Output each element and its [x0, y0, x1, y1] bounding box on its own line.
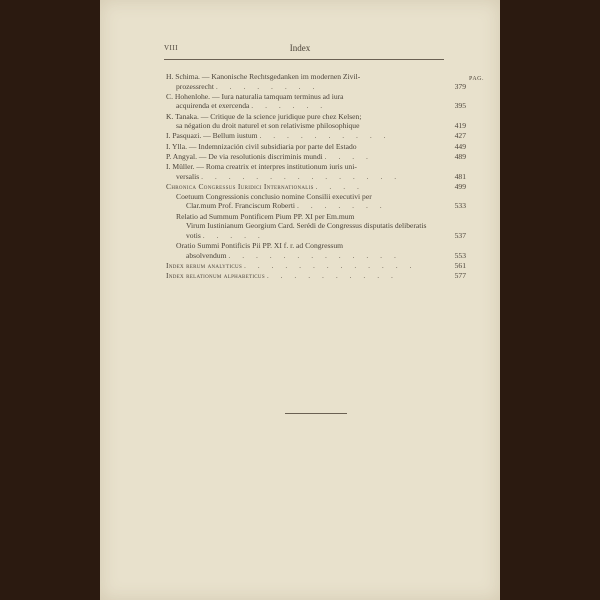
- table-of-contents: [166, 72, 466, 281]
- toc-entry-page: 449: [454, 141, 466, 151]
- toc-entry-ylla: [166, 141, 466, 152]
- closing-rule: [285, 413, 347, 414]
- pag-label: PAG.: [469, 76, 484, 82]
- toc-entry-text: I. Pasquazi. — Bellum iustum: [166, 131, 258, 141]
- header-rule: [164, 59, 444, 60]
- toc-entry-text: Index rerum analyticus: [166, 260, 243, 270]
- toc-entry-pasquazi: I. Pasquazi. — Bellum iustum . . . . . . . . . . 427: [166, 131, 466, 141]
- toc-entry-page: 419: [454, 121, 466, 131]
- toc-entry-chronica: Chronica Congressus Iuridici Internationalis . . . . 499: [166, 181, 466, 191]
- toc-entry-text: K. Tanaka. — Critique de la science juridique pure chez Kelsen;: [166, 111, 362, 121]
- toc-entry-text-cont: sa négation du droit naturel et son relativisme philosophique: [176, 121, 360, 131]
- toc-entry-page: 537: [454, 230, 466, 240]
- toc-entry-page: 533: [454, 201, 466, 211]
- toc-entry-text: Coetuum Congressionis conclusio nomine Consilii executivi per: [176, 191, 372, 201]
- toc-entry-index-rerum: Index rerum analyticus . . . . . . . . . . . . . 561: [166, 260, 466, 270]
- toc-entry-schima: [166, 72, 466, 91]
- toc-entry-page: 379: [454, 81, 466, 91]
- toc-entry-page: 395: [454, 101, 466, 111]
- toc-entry-page: 481: [454, 171, 466, 181]
- toc-entry-page: 561: [454, 260, 466, 270]
- toc-entry-text: Index relationum alphabeticus: [166, 271, 265, 280]
- toc-entry-oratio: [176, 241, 466, 260]
- toc-entry-coetuum: [176, 191, 466, 211]
- toc-entry-text: Relatio ad Summum Pontificem Pium PP. XI per Em.mum: [176, 211, 355, 221]
- toc-entry-index-relationum: Index relationum alphabeticus . . . . . . . . . . 577: [166, 271, 466, 280]
- toc-entry-text: I. Müller. — Roma creatrix et interpres institutionum iuris uni-: [166, 161, 357, 171]
- toc-entry-angyal: P. Angyal. — De via resolutionis discriminis mundi . . . . 489: [166, 151, 466, 161]
- header-title: Index: [289, 43, 311, 53]
- toc-entry-text-cont: versalis . . . . . . . . . . . . . . .: [176, 171, 402, 181]
- toc-entry-relatio: [176, 211, 466, 241]
- toc-entry-text-cont: Clar.mum Prof. Franciscum Roberti . . . . . . .: [186, 201, 387, 211]
- book-page: [100, 0, 500, 600]
- toc-entry-text-cont: acquirenda et exercenda . . . . . .: [176, 101, 328, 111]
- toc-entry-text-cont: prozessrecht . . . . . . . .: [176, 81, 320, 91]
- toc-entry-page: 499: [454, 181, 466, 191]
- toc-entry-tanaka: [166, 111, 466, 131]
- toc-entry-text: I. Ylla. — Indemnización civil subsidiaria por parte del Estado: [166, 141, 357, 151]
- toc-entry-text-cont: absolvendum . . . . . . . . . . . . .: [186, 250, 401, 260]
- toc-entry-text: Oratio Summi Pontificis Pii PP. XI f. r. ad Congressum: [176, 241, 344, 251]
- running-header: [100, 44, 500, 56]
- page-number: VIII: [164, 44, 179, 52]
- toc-entry-page: 489: [454, 151, 466, 161]
- toc-entry-text: Chronica Congressus Iuridici Internationalis: [166, 181, 314, 191]
- toc-entry-hohenlohe: [166, 91, 466, 111]
- toc-entry-text-cont: Virum Iustinianum Georgium Card. Serédi de Congressus disputatis deliberatis votis . . . . .: [186, 221, 427, 240]
- toc-entry-page: 427: [454, 131, 466, 141]
- toc-entry-muller: [166, 161, 466, 181]
- toc-entry-page: 577: [454, 271, 466, 280]
- toc-entry-text: P. Angyal. — De via resolutionis discriminis mundi: [166, 151, 323, 161]
- toc-entry-text: H. Schima. — Kanonische Rechtsgedanken im modernen Zivil-: [166, 72, 361, 81]
- toc-entry-text: C. Hohenlohe. — Iura naturalia tamquam terminus ad iura: [166, 91, 344, 101]
- toc-entry-page: 553: [454, 250, 466, 260]
